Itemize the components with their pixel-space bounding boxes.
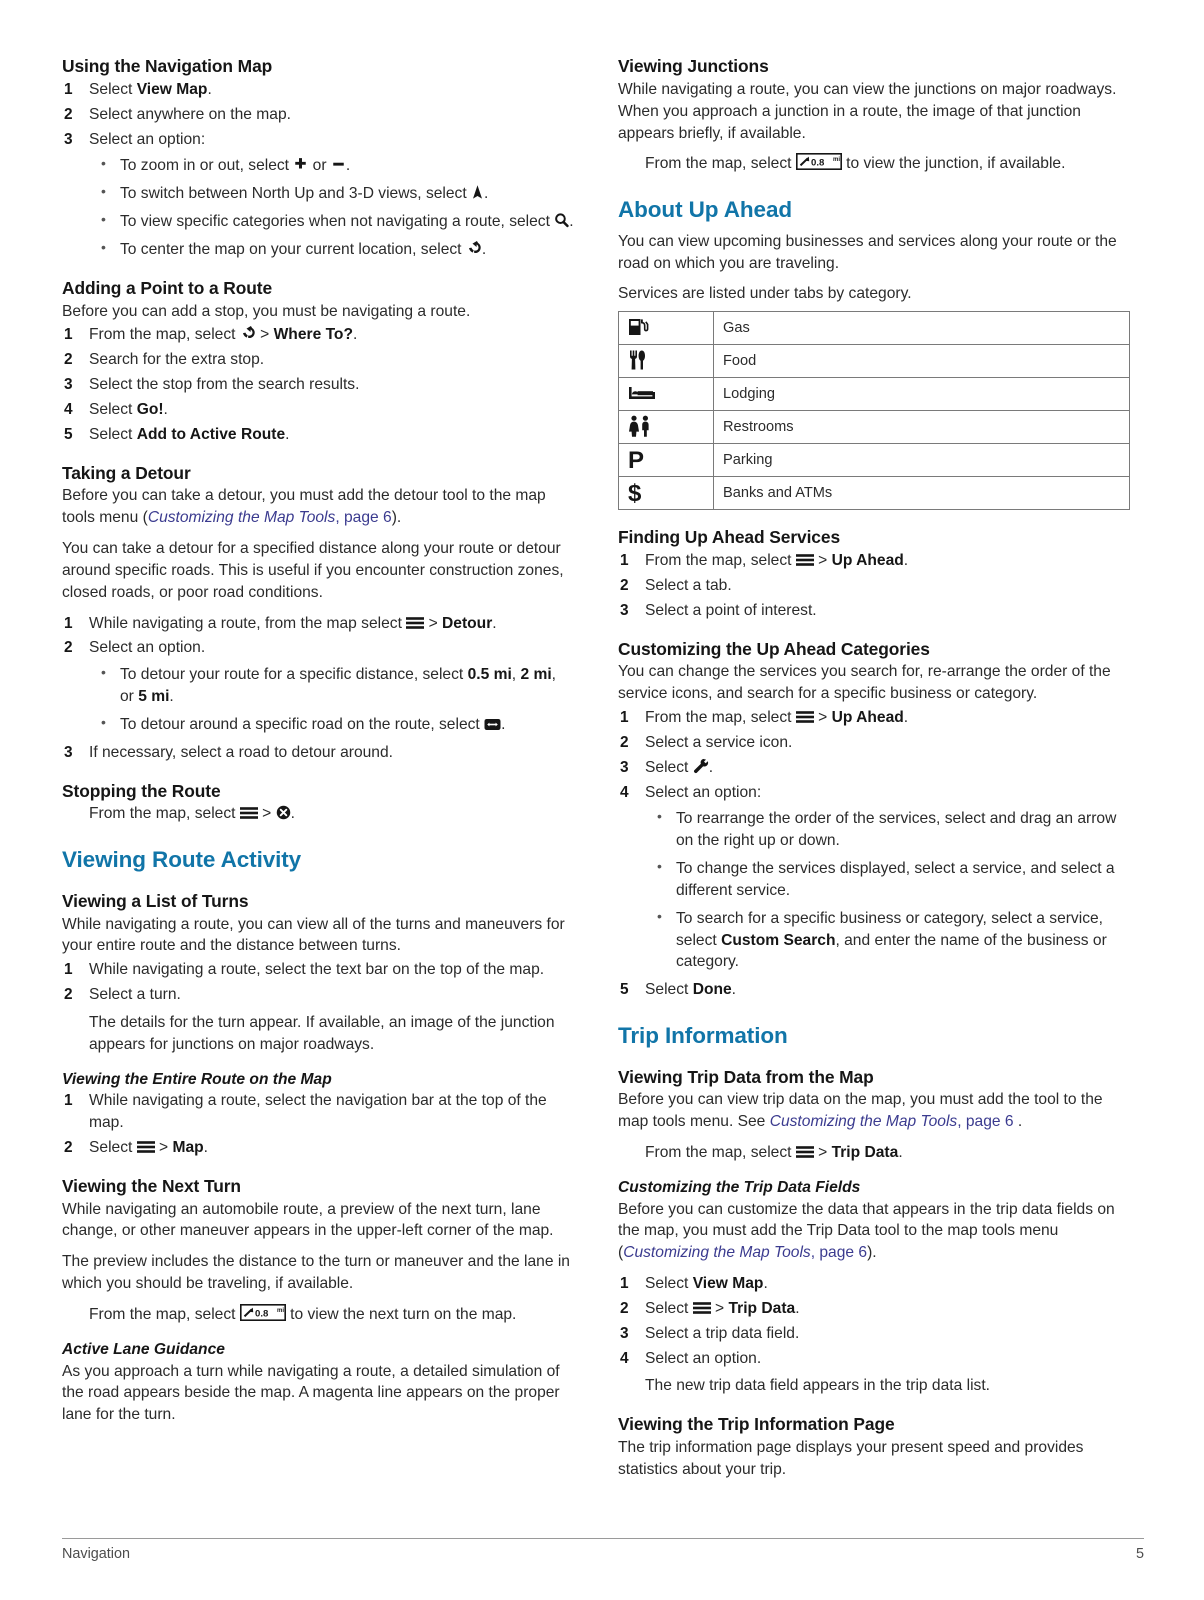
heading-viewing-trip-data-from-map: Viewing Trip Data from the Map (618, 1066, 874, 1087)
minus-icon (331, 157, 346, 172)
intro-adding-point: Before you can add a stop, you must be navigating a route. (62, 302, 471, 320)
step-text: From the map, select (645, 709, 796, 727)
intro-taking-detour (62, 485, 574, 529)
heading-customizing-trip-data-fields: Customizing the Trip Data Fields (618, 1178, 861, 1196)
parking-p-icon (628, 448, 646, 470)
table-cell-label: Gas (714, 312, 1130, 345)
detour-road-icon (484, 718, 501, 731)
bullet-bold: 2 mi (520, 666, 552, 684)
bullet-item (89, 239, 574, 261)
step-text-post: . (207, 80, 212, 98)
steps-entire-route (62, 1090, 574, 1158)
step-item (62, 959, 574, 981)
para-text-mid: > (813, 1144, 832, 1162)
paragraph-next-turn-1: While navigating an automobile route, a preview of the next turn, lane change, or other maneuver appears in the upper-left corner of the map. (62, 1200, 554, 1240)
heading-taking-a-detour: Taking a Detour (62, 462, 191, 483)
step-text: While navigating a route, select the text bar on the top of the map. (89, 961, 545, 979)
fork-knife-icon (628, 349, 648, 371)
step-text: Select an option: (645, 783, 762, 801)
left-column (62, 56, 574, 1435)
step-text: Select a tab. (645, 576, 732, 594)
heading-viewing-junctions: Viewing Junctions (618, 56, 769, 76)
intro-text: Before you can customize the data that appears in the trip data fields on the map, you must add the Trip Data tool to the map tools menu ( (618, 1200, 1115, 1262)
table-row (619, 477, 1130, 510)
step-text-mid: > (710, 1299, 729, 1317)
steps-customizing-categories (618, 707, 1136, 1001)
step-bold: Trip Data (728, 1299, 796, 1317)
cross-reference-page[interactable]: , page 6 (957, 1113, 1014, 1131)
paragraph-viewing-junctions: While navigating a route, you can view the junctions on major roadways. When you approach a junction in a route, the image of that junction appears briefly, if available. (618, 80, 1117, 142)
back-arrow-icon (466, 241, 482, 256)
paragraph-detour-explanation: You can take a detour for a specified distance along your route or detour around specific roads. This is useful if you encounter construction zones, closed roads, or poor road conditions. (62, 540, 564, 601)
step-substep-text: The details for the turn appear. If available, an image of the junction appears for junctions on major roadways. (89, 1013, 555, 1053)
step-text-post: . (163, 400, 168, 418)
footer-page-number: 5 (1135, 1546, 1144, 1562)
svg-text:mi: mi (832, 157, 840, 164)
step-text-post: . (203, 1138, 208, 1156)
step-bold: Done (692, 981, 732, 999)
step-text-post: . (731, 981, 737, 999)
step-text: From the map, select (89, 326, 240, 344)
table-cell-label: Food (714, 345, 1130, 378)
step-bold: Where To? (273, 326, 353, 344)
heading-about-up-ahead: About Up Ahead (618, 197, 792, 223)
table-cell-icon (619, 444, 714, 477)
table-cell-icon (619, 411, 714, 444)
step-item (62, 984, 574, 1055)
step-bold: View Map (692, 1275, 764, 1293)
svg-text:$: $ (628, 481, 642, 504)
heading-viewing-the-next-turn: Viewing the Next Turn (62, 1175, 241, 1196)
heading-finding-up-ahead-services: Finding Up Ahead Services (618, 527, 841, 548)
step-text: Select (89, 80, 137, 98)
heading-active-lane-guidance: Active Lane Guidance (62, 1340, 225, 1358)
cross-reference-page[interactable]: , page 6 (335, 509, 392, 527)
bed-icon (628, 385, 656, 401)
step-text: Select an option: (89, 130, 206, 148)
step-item (618, 1273, 1136, 1295)
hamburger-menu-icon (796, 710, 814, 724)
steps-list-of-turns (62, 959, 574, 1055)
svg-text:0.8: 0.8 (810, 157, 825, 169)
para-text-post: to view the next turn on the map. (285, 1305, 517, 1323)
bullet-text: To switch between North Up and 3-D views, select (120, 185, 472, 203)
bullet-text: To detour your route for a specific distance, select (120, 666, 468, 684)
step-text-mid: > (424, 614, 443, 632)
bullet-bold: Custom Search (721, 931, 836, 949)
heading-viewing-entire-route-on-map: Viewing the Entire Route on the Map (62, 1070, 332, 1088)
step-bold: Go! (136, 400, 164, 418)
intro-text-end: ). (391, 509, 402, 527)
bullets-customizing-options (645, 808, 1136, 973)
step-item (618, 1348, 1136, 1398)
paragraph-about-up-ahead-2: Services are listed under tabs by category. (618, 285, 912, 303)
table-cell-label: Banks and ATMs (714, 477, 1130, 510)
hamburger-menu-icon (406, 616, 424, 630)
plus-icon (293, 157, 308, 172)
wrench-icon (693, 758, 709, 774)
right-column (618, 56, 1136, 1490)
step-item (62, 374, 574, 396)
step-item (618, 1298, 1136, 1320)
heading-using-the-navigation-map: Using the Navigation Map (62, 56, 273, 76)
steps-taking-detour (62, 613, 574, 764)
step-text: Select a trip data field. (645, 1324, 800, 1342)
step-item (62, 637, 574, 735)
dollar-sign-icon (628, 481, 646, 503)
intro-text-end: ). (867, 1244, 877, 1262)
step-item (62, 79, 574, 101)
step-item (62, 742, 574, 764)
bullet-text-post: . (501, 715, 506, 733)
step-bold: View Map (136, 80, 208, 98)
step-text: Select (645, 758, 693, 776)
step-item (618, 732, 1136, 754)
step-text: Select (645, 981, 693, 999)
step-text: Search for the extra stop. (89, 351, 265, 369)
table-row (619, 345, 1130, 378)
step-text: Select (89, 400, 137, 418)
bullet-item (89, 211, 574, 233)
gas-pump-icon (628, 317, 650, 337)
table-row (619, 312, 1130, 345)
search-magnifier-icon (554, 212, 569, 228)
bullet-item (89, 155, 574, 177)
back-arrow-icon (240, 326, 256, 341)
hamburger-menu-icon (796, 1145, 814, 1159)
step-text: Select (89, 425, 137, 443)
para-bold: Trip Data (831, 1144, 899, 1162)
paragraph-next-turn-2: The preview includes the distance to the turn or maneuver and the lane in which you should be traveling, if available. (62, 1253, 570, 1293)
step-text: Select a point of interest. (645, 601, 817, 619)
svg-text:mi: mi (276, 1308, 284, 1315)
bullet-text-mid2: , or (120, 666, 557, 706)
bullet-item: • To change the services displayed, select a service, and select a different service. (645, 858, 1136, 902)
bullet-text-post: . (569, 213, 574, 231)
step-text: Select an option. (645, 1349, 762, 1367)
paragraph-trip-data-intro (618, 1089, 1136, 1133)
step-text: Select anywhere on the map. (89, 105, 291, 123)
para-text: Before you can view trip data on the map, you must add the tool to the map tools menu. See (618, 1091, 1103, 1131)
step-text: Select (645, 1275, 693, 1293)
table-cell-icon (619, 345, 714, 378)
bullet-text-mid: or (308, 157, 331, 175)
paragraph-stopping-route (62, 803, 574, 825)
step-text: Select (89, 1138, 137, 1156)
para-text-post: . (898, 1144, 903, 1162)
step-item (62, 129, 574, 261)
step-item (62, 424, 574, 446)
step-item (62, 613, 574, 635)
step-item (62, 1137, 574, 1159)
para-text: From the map, select (89, 1305, 240, 1323)
table-row (619, 444, 1130, 477)
page-footer (62, 1538, 1144, 1562)
para-text-post: . (290, 805, 295, 823)
step-text-post: . (285, 425, 290, 443)
bullet-text: To search for a specific business or category, select a service, select (676, 909, 1103, 949)
para-text: From the map, select (645, 1144, 796, 1162)
step-text-post: . (708, 758, 714, 776)
step-bold: Up Ahead (831, 552, 904, 570)
bullet-text-post: . (169, 688, 174, 706)
step-item (62, 399, 574, 421)
paragraph-next-turn-3 (62, 1304, 574, 1326)
step-text-mid: > (255, 326, 274, 344)
step-item (618, 575, 1136, 597)
step-bold: Detour (442, 614, 493, 632)
step-text: From the map, select (645, 552, 796, 570)
step-item (62, 324, 574, 346)
hamburger-menu-icon (693, 1301, 711, 1315)
step-text-post: . (492, 614, 497, 632)
cross-reference-page[interactable]: , page 6 (810, 1244, 868, 1262)
step-text: Select (645, 1299, 693, 1317)
table-cell-label: Lodging (714, 378, 1130, 411)
step-text: Select a turn. (89, 986, 181, 1004)
two-column-layout (62, 56, 1144, 1490)
bullet-text-post: . (481, 240, 487, 258)
step-text: While navigating a route, from the map select (89, 614, 407, 632)
bullet-bold: 5 mi (138, 688, 170, 706)
step-text-post: . (353, 326, 358, 344)
table-cell-icon (619, 477, 714, 510)
intro-text: Before you can take a detour, you must add the detour tool to the map tools menu ( (62, 487, 546, 527)
next-turn-distance-icon (796, 153, 842, 170)
bullet-item (89, 664, 574, 708)
heading-stopping-the-route: Stopping the Route (62, 780, 221, 801)
table-cell-label: Parking (714, 444, 1130, 477)
north-up-arrow-icon (471, 184, 484, 200)
step-item (618, 1323, 1136, 1345)
step-text: While navigating a route, select the navigation bar at the top of the map. (89, 1092, 547, 1132)
bullet-text-post: , and enter the name of the business or category. (676, 931, 1107, 971)
steps-using-navigation-map (62, 79, 574, 261)
restrooms-icon (628, 415, 652, 437)
cross-reference-link[interactable]: Customizing the Map Tools (769, 1113, 958, 1131)
step-bold: Add to Active Route (136, 425, 286, 443)
heading-customizing-up-ahead-categories: Customizing the Up Ahead Categories (618, 638, 930, 659)
table-cell-label: Restrooms (714, 411, 1130, 444)
table-row (619, 411, 1130, 444)
step-text-mid: > (813, 709, 832, 727)
step-bold: Up Ahead (831, 709, 904, 727)
intro-list-of-turns: While navigating a route, you can view all of the turns and maneuvers for your entire route and the distance between turns. (62, 915, 565, 955)
intro-customizing-categories: You can change the services you search for, re-arrange the order of the service icons, and search for a specific business or category. (618, 663, 1111, 703)
heading-trip-information: Trip Information (618, 1023, 788, 1049)
step-substep-text: The new trip data field appears in the trip data list. (645, 1377, 990, 1395)
para-text-mid: > (257, 805, 276, 823)
steps-finding-up-ahead (618, 550, 1136, 621)
step-text: Select a service icon. (645, 733, 793, 751)
bullet-text: To view specific categories when not navigating a route, select (120, 213, 555, 231)
step-text-post: . (763, 1275, 768, 1293)
step-item (618, 979, 1136, 1001)
para-text-end: . (1013, 1113, 1023, 1131)
heading-viewing-trip-information-page: Viewing the Trip Information Page (618, 1414, 895, 1435)
up-ahead-services-table (618, 311, 1130, 510)
step-text-post: . (903, 552, 909, 570)
next-turn-distance-icon (240, 1304, 286, 1321)
heading-viewing-a-list-of-turns: Viewing a List of Turns (62, 890, 249, 911)
step-text-mid: > (154, 1138, 173, 1156)
step-text-post: . (903, 709, 909, 727)
step-text: Select the stop from the search results. (89, 376, 360, 394)
bullets-map-options (89, 155, 574, 260)
steps-adding-point (62, 324, 574, 445)
table-row (619, 378, 1130, 411)
svg-text:P: P (628, 448, 645, 471)
bullet-text: To zoom in or out, select (120, 157, 294, 175)
bullet-text-post: . (345, 157, 351, 175)
paragraph-trip-data-select (618, 1142, 1136, 1164)
step-text: If necessary, select a road to detour around. (89, 743, 393, 761)
cross-reference-link[interactable]: Customizing the Map Tools (147, 509, 336, 527)
paragraph-active-lane-guidance: As you approach a turn while navigating a route, a detailed simulation of the road appears beside the map. A magenta line appears on the proper lane for the turn. (62, 1362, 560, 1424)
bullet-item (89, 714, 574, 736)
step-text-post: . (795, 1299, 800, 1317)
para-text: From the map, select (645, 155, 796, 173)
heading-viewing-route-activity: Viewing Route Activity (62, 847, 302, 873)
step-item (618, 782, 1136, 974)
para-text: From the map, select (89, 805, 240, 823)
step-bold: Map (172, 1138, 204, 1156)
paragraph-about-up-ahead-1: You can view upcoming businesses and services along your route or the road on which you are traveling. (618, 232, 1117, 272)
step-item (618, 707, 1136, 729)
table-cell-icon (619, 378, 714, 411)
intro-customizing-trip-data (618, 1199, 1136, 1264)
footer-chapter-label: Navigation (62, 1546, 130, 1562)
paragraph-junction-select (618, 153, 1136, 175)
bullet-bold: 0.5 mi (467, 666, 512, 684)
step-text: Select an option. (89, 639, 206, 657)
heading-adding-a-point-to-a-route: Adding a Point to a Route (62, 277, 273, 298)
hamburger-menu-icon (137, 1140, 155, 1154)
step-item (618, 550, 1136, 572)
step-text-mid: > (813, 552, 832, 570)
step-item (62, 104, 574, 126)
step-item (62, 1090, 574, 1134)
bullet-text-mid: , (511, 666, 521, 684)
table-cell-icon (619, 312, 714, 345)
svg-text:0.8: 0.8 (254, 1308, 269, 1320)
hamburger-menu-icon (240, 806, 258, 820)
step-item (618, 600, 1136, 622)
bullet-text: To detour around a specific road on the route, select (120, 715, 485, 733)
bullet-text-post: . (484, 185, 489, 203)
step-item (62, 349, 574, 371)
bullets-detour-options (89, 664, 574, 735)
hamburger-menu-icon (796, 553, 814, 567)
bullet-text: To center the map on your current location, select (120, 240, 466, 258)
bullet-item: • To rearrange the order of the services, select and drag an arrow on the right up or down. (645, 808, 1136, 852)
cross-reference-link[interactable]: Customizing the Map Tools (623, 1244, 811, 1262)
stop-route-icon (276, 805, 291, 820)
step-item (618, 757, 1136, 779)
steps-customizing-trip-data (618, 1273, 1136, 1397)
paragraph-trip-information-page: The trip information page displays your present speed and provides statistics about your trip. (618, 1439, 1084, 1478)
bullet-item (89, 183, 574, 205)
para-text-post: to view the junction, if available. (841, 155, 1066, 173)
bullet-item (645, 908, 1136, 973)
